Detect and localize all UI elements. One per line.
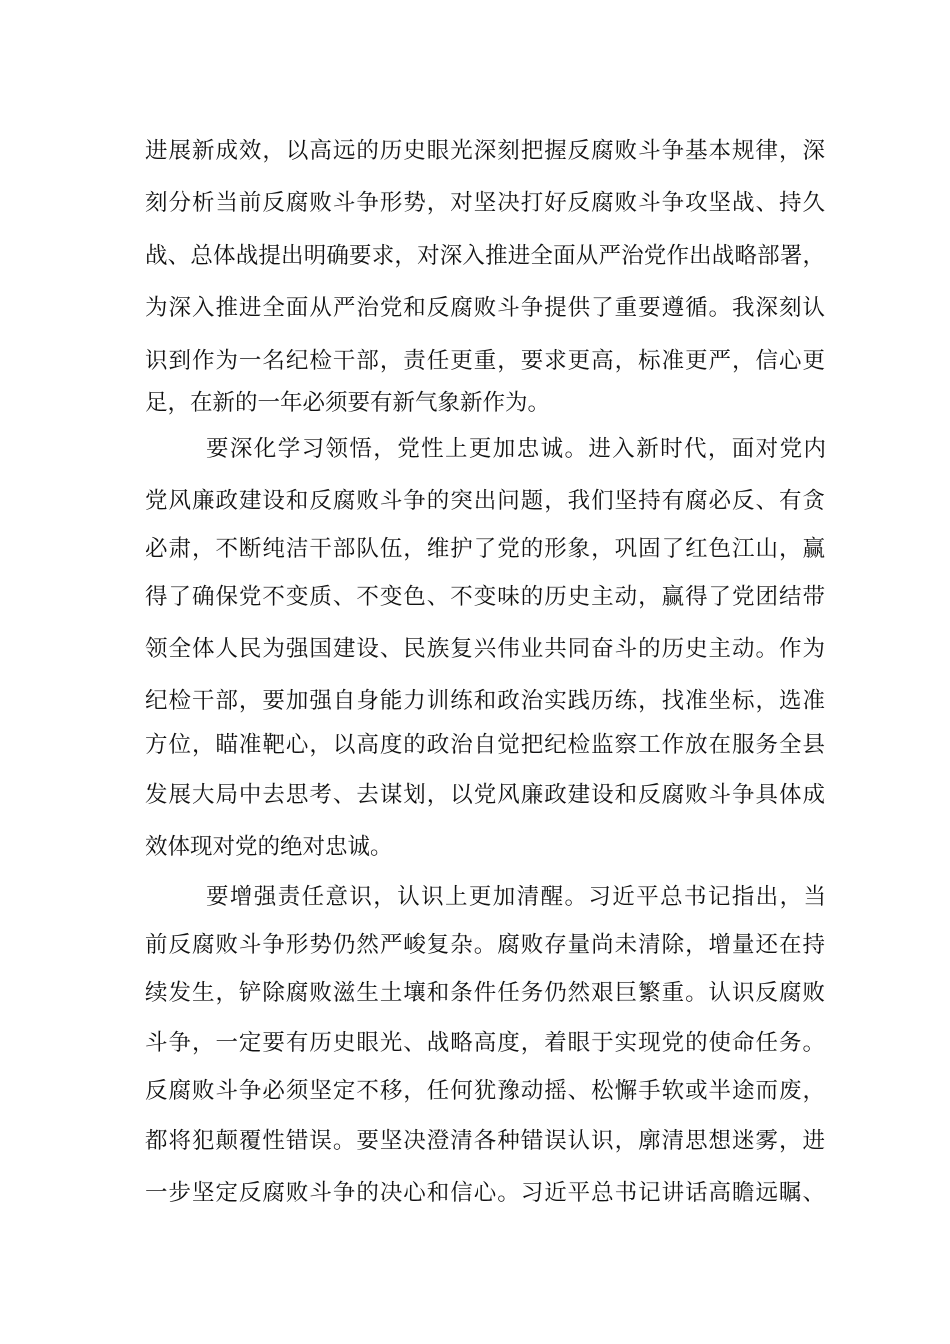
text-line: 一步坚定反腐败斗争的决心和信心。习近平总书记讲话高瞻远瞩、 xyxy=(145,1180,825,1206)
text-line: 方位，瞄准靶心，以高度的政治自觉把纪检监察工作放在服务全县 xyxy=(145,732,825,758)
text-line: 反腐败斗争必须坚定不移，任何犹豫动摇、松懈手软或半途而废， xyxy=(145,1078,825,1104)
text-line: 要增强责任意识，认识上更加清醒。习近平总书记指出，当 xyxy=(206,884,826,910)
text-line: 刻分析当前反腐败斗争形势，对坚决打好反腐败斗争攻坚战、持久 xyxy=(145,190,825,216)
text-line: 必肃，不断纯洁干部队伍，维护了党的形象，巩固了红色江山，赢 xyxy=(145,536,825,562)
text-line: 发展大局中去思考、去谋划，以党风廉政建设和反腐败斗争具体成 xyxy=(145,782,825,808)
text-line: 识到作为一名纪检干部，责任更重，要求更高，标准更严，信心更 xyxy=(145,348,825,374)
text-line: 足，在新的一年必须要有新气象新作为。 xyxy=(145,390,551,416)
text-line: 战、总体战提出明确要求，对深入推进全面从严治党作出战略部署， xyxy=(145,243,825,269)
text-line: 得了确保党不变质、不变色、不变味的历史主动，赢得了党团结带 xyxy=(145,584,825,610)
text-line: 斗争，一定要有历史眼光、战略高度，着眼于实现党的使命任务。 xyxy=(145,1030,825,1056)
text-line: 续发生，铲除腐败滋生土壤和条件任务仍然艰巨繁重。认识反腐败 xyxy=(145,980,825,1006)
text-line: 要深化学习领悟，党性上更加忠诚。进入新时代，面对党内 xyxy=(206,436,826,462)
text-line: 前反腐败斗争形势仍然严峻复杂。腐败存量尚未清除，增量还在持 xyxy=(145,932,825,958)
text-line: 效体现对党的绝对忠诚。 xyxy=(145,834,393,860)
text-line: 都将犯颠覆性错误。要坚决澄清各种错误认识，廓清思想迷雾，进 xyxy=(145,1128,825,1154)
text-line: 纪检干部，要加强自身能力训练和政治实践历练，找准坐标，选准 xyxy=(145,688,825,714)
text-line: 为深入推进全面从严治党和反腐败斗争提供了重要遵循。我深刻认 xyxy=(145,295,825,321)
text-line: 进展新成效，以高远的历史眼光深刻把握反腐败斗争基本规律，深 xyxy=(145,138,825,164)
text-line: 党风廉政建设和反腐败斗争的突出问题，我们坚持有腐必反、有贪 xyxy=(145,488,825,514)
text-line: 领全体人民为强国建设、民族复兴伟业共同奋斗的历史主动。作为 xyxy=(145,636,825,662)
